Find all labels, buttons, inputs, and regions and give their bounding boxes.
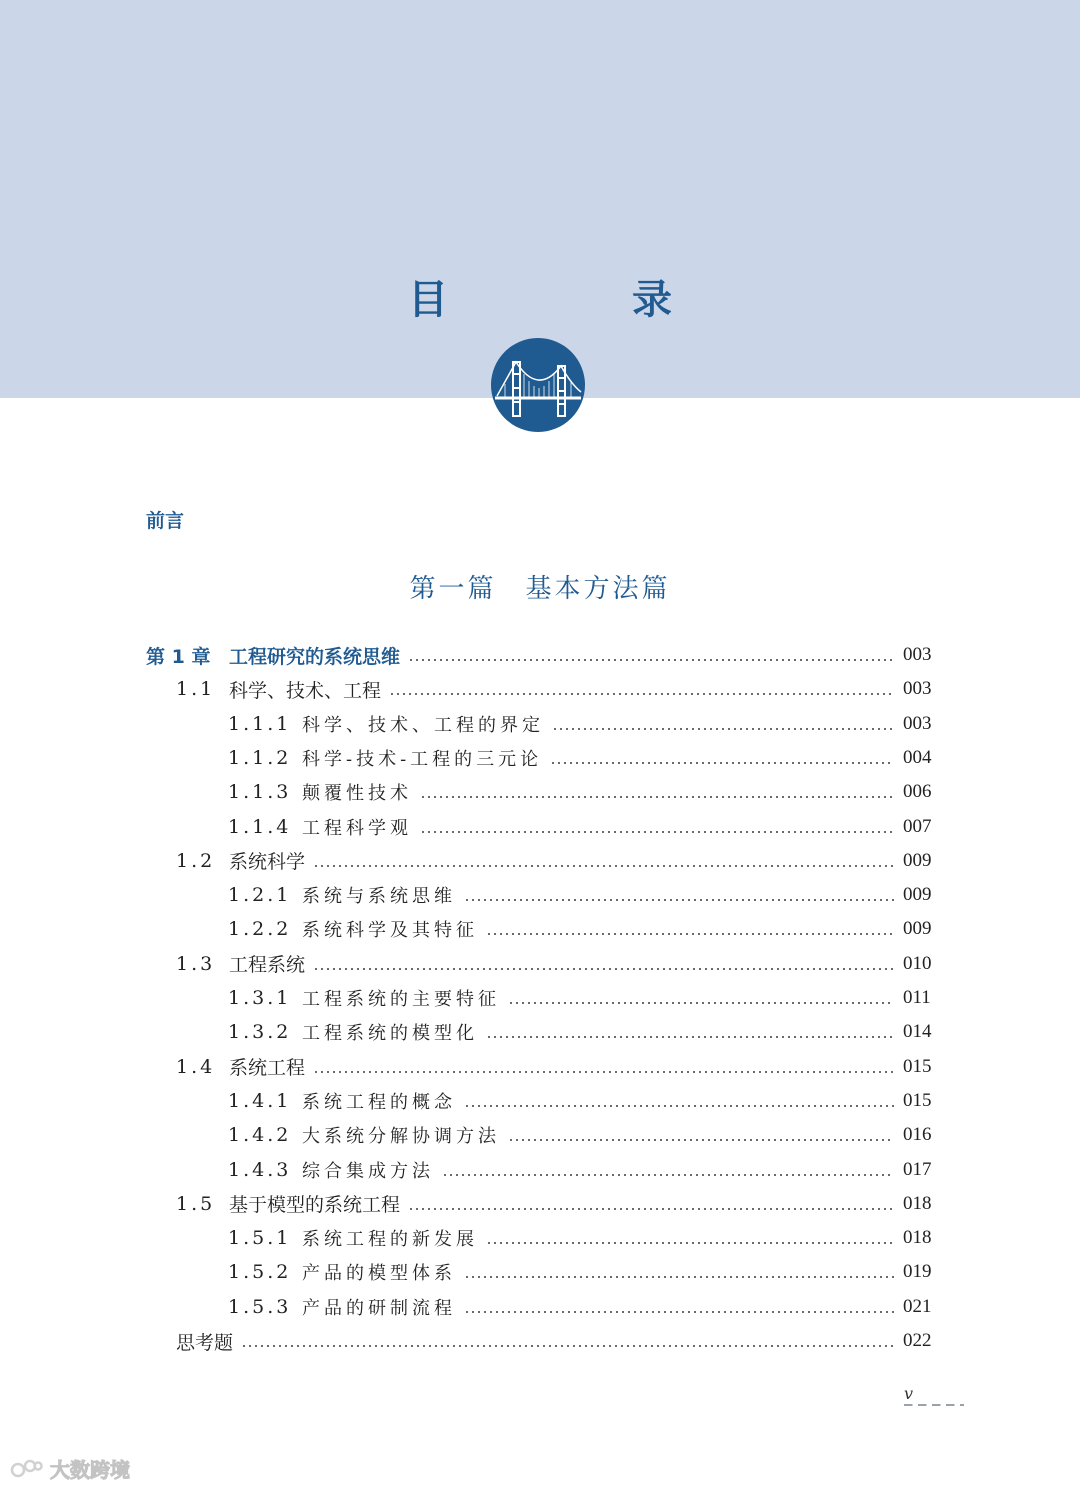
toc-page-number: 006 — [903, 781, 932, 803]
toc-page-number: 003 — [903, 644, 932, 665]
toc-entry-number: 1.5 — [176, 1192, 216, 1215]
toc-page-number: 007 — [903, 815, 932, 837]
toc-entry-sub[interactable] — [0, 709, 1080, 739]
toc-entry-title: 科学-技术-工程的三元论 — [302, 748, 543, 770]
toc-entry-title: 基于模型的系统工程 — [229, 1194, 401, 1217]
toc-entry-number: 1.3 — [176, 952, 216, 975]
toc-page-number: 016 — [903, 1124, 932, 1146]
preface-link[interactable]: 前言 — [146, 510, 185, 532]
watermark — [10, 1454, 130, 1483]
toc-entry-title: 工程研究的系统思维 — [229, 645, 401, 668]
toc-entry-title: 思考题 — [176, 1331, 234, 1354]
toc-entry-sub[interactable] — [0, 983, 1080, 1013]
toc-dot-leader — [408, 1208, 894, 1210]
toc-dot-leader — [408, 659, 894, 661]
toc-dot-leader — [508, 1002, 894, 1004]
toc-entry-sub[interactable] — [0, 1086, 1080, 1116]
toc-entry-sub[interactable] — [0, 914, 1080, 944]
page-title: 目 录 — [408, 277, 744, 323]
toc-entry-title: 系统工程的概念 — [302, 1091, 456, 1113]
toc-dot-leader — [241, 1345, 894, 1347]
toc-page-number: 018 — [903, 1192, 932, 1214]
toc-dot-leader — [464, 899, 894, 901]
toc-entry-sub[interactable] — [0, 1120, 1080, 1150]
toc-entry-number: 1.4 — [176, 1055, 216, 1078]
toc-page-number: 021 — [903, 1295, 932, 1317]
toc-entry-title: 产品的模型体系 — [302, 1263, 456, 1285]
toc-entry-title: 颠覆性技术 — [302, 783, 412, 805]
toc-entry-title: 工程系统的模型化 — [302, 1023, 478, 1045]
folio-divider — [904, 1404, 964, 1406]
toc-entry-section[interactable] — [0, 1052, 1080, 1082]
toc-entry-number: 1.3.2 — [228, 1021, 292, 1044]
toc-entry-title: 系统工程的新发展 — [302, 1229, 478, 1251]
toc-dot-leader — [486, 1036, 894, 1038]
toc-entry-section[interactable] — [0, 1189, 1080, 1219]
toc-entry-number: 第 1 章 — [146, 645, 211, 668]
toc-page-number: 011 — [903, 987, 931, 1008]
toc-page-number: 009 — [903, 918, 932, 940]
toc-entry-title: 科学、技术、工程 — [229, 679, 382, 702]
toc-page-number: 022 — [903, 1330, 932, 1351]
toc-entry-title: 产品的研制流程 — [302, 1297, 456, 1319]
toc-entry-number: 1.1.2 — [228, 746, 292, 769]
bridge-emblem-icon — [491, 338, 585, 432]
toc-entry-sub[interactable] — [0, 1017, 1080, 1047]
toc-entry-section[interactable] — [0, 674, 1080, 704]
toc-entry-number: 1.1.4 — [228, 815, 292, 838]
toc-entry-number: 1.4.1 — [228, 1089, 292, 1112]
toc-page-number: 015 — [903, 1055, 932, 1077]
toc-entry-title: 系统科学及其特征 — [302, 920, 478, 942]
toc-page-number: 003 — [903, 678, 932, 700]
toc-entry-number: 1.4.2 — [228, 1124, 292, 1147]
toc-entry-number: 1.5.3 — [228, 1295, 292, 1318]
toc-entry-number: 1.1.3 — [228, 781, 292, 804]
toc-entry-section[interactable] — [0, 949, 1080, 979]
toc-dot-leader — [486, 1242, 894, 1244]
toc-page-number: 009 — [903, 884, 932, 906]
brand-logo-icon — [10, 1457, 44, 1481]
toc-dot-leader — [442, 1174, 894, 1176]
toc-entry-number: 1.4.3 — [228, 1158, 292, 1181]
toc-entry-number: 1.5.1 — [228, 1227, 292, 1250]
toc-entry-sub[interactable] — [0, 1223, 1080, 1253]
toc-entry-number: 1.2 — [176, 849, 216, 872]
toc-page-number: 019 — [903, 1261, 932, 1283]
toc-entry-title: 科学、技术、工程的界定 — [302, 714, 544, 736]
toc-dot-leader — [464, 1276, 894, 1278]
page-number: v — [904, 1384, 914, 1403]
toc-entry-number: 1.2.1 — [228, 884, 292, 907]
toc-page-number: 003 — [903, 712, 932, 734]
part-title: 第一篇 基本方法篇 — [409, 574, 671, 604]
toc-entry-title: 系统工程 — [229, 1057, 306, 1080]
toc-dot-leader — [464, 1105, 894, 1107]
toc-dot-leader — [552, 728, 894, 730]
toc-entry-title: 工程系统 — [229, 954, 306, 977]
toc-dot-leader — [313, 1071, 894, 1073]
toc-entry-sub[interactable] — [0, 812, 1080, 842]
toc-page-number: 015 — [903, 1089, 932, 1111]
toc-entry-number: 1.1 — [176, 678, 216, 701]
toc-entry-plain[interactable] — [0, 1326, 1080, 1356]
toc-entry-sub[interactable] — [0, 880, 1080, 910]
toc-dot-leader — [313, 968, 894, 970]
toc-dot-leader — [464, 1311, 894, 1313]
toc-page-number: 018 — [903, 1227, 932, 1249]
toc-page-number: 014 — [903, 1021, 932, 1043]
toc-entry-sub[interactable] — [0, 1292, 1080, 1322]
toc-dot-leader — [508, 1139, 894, 1141]
toc-entry-title: 大系统分解协调方法 — [302, 1126, 500, 1148]
toc-entry-title: 系统科学 — [229, 851, 306, 874]
toc-entry-section[interactable] — [0, 846, 1080, 876]
toc-dot-leader — [420, 831, 894, 833]
toc-entry-number: 1.3.1 — [228, 987, 292, 1009]
toc-entry-number: 1.2.2 — [228, 918, 292, 941]
toc-entry-sub[interactable] — [0, 1257, 1080, 1287]
toc-page-number: 009 — [903, 849, 932, 871]
toc-entry-title: 工程科学观 — [302, 817, 412, 839]
toc-dot-leader — [313, 865, 894, 867]
toc-dot-leader — [420, 796, 894, 798]
toc-entry-title: 系统与系统思维 — [302, 886, 456, 908]
toc-entry-sub[interactable] — [0, 777, 1080, 807]
toc-entry-title: 工程系统的主要特征 — [302, 989, 500, 1010]
toc-page-number: 004 — [903, 746, 932, 768]
watermark-text: 大数跨境 — [50, 1458, 130, 1482]
toc-entry-chapter[interactable] — [0, 640, 1080, 670]
toc-page-number: 010 — [903, 952, 932, 974]
toc-dot-leader — [550, 762, 894, 764]
toc-dot-leader — [486, 933, 894, 935]
toc-entry-number: 1.5.2 — [228, 1261, 292, 1284]
toc-page-number: 017 — [903, 1158, 932, 1180]
toc-entry-sub[interactable] — [0, 1155, 1080, 1185]
toc-dot-leader — [389, 693, 894, 695]
toc-entry-sub[interactable] — [0, 743, 1080, 773]
toc-entry-title: 综合集成方法 — [302, 1160, 434, 1182]
toc-entry-number: 1.1.1 — [228, 712, 292, 735]
